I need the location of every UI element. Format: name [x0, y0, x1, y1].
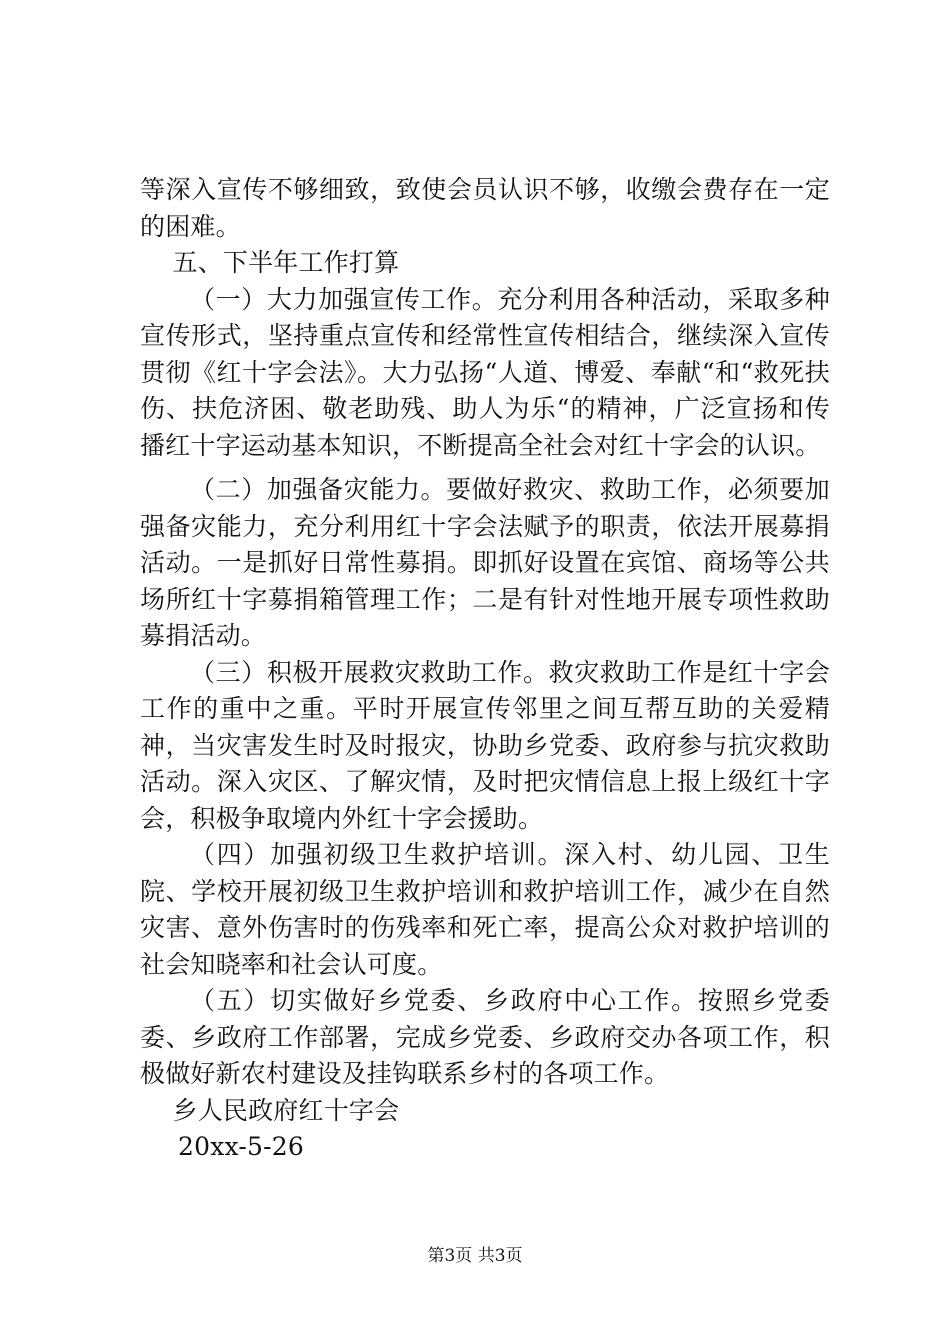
- section-heading: 五、下半年工作打算: [172, 248, 400, 277]
- paragraph-plan-4: （四）加强初级卫生救护培训。深入村、幼儿园、卫生院、学校开展初级卫生救护培训和救护培训工作，减少在自然灾害、意外伤害时的伤残率和死亡率，提高公众对救护培训的社会知晓率和社会认可度。: [140, 840, 830, 979]
- document-body: [140, 172, 830, 1166]
- signature-date: 20xx-5-26: [178, 1132, 304, 1161]
- paragraph-plan-5: （五）切实做好乡党委、乡政府中心工作。按照乡党委委、乡政府工作部署，完成乡党委、乡政府交办各项工作，积极做好新农村建设及挂钩联系乡村的各项工作。: [140, 986, 830, 1088]
- paragraph-continuation: 等深入宣传不够细致，致使会员认识不够，收缴会费存在一定的困难。: [140, 175, 830, 241]
- paragraph-plan-3: （三）积极开展救灾救助工作。救灾救助工作是红十字会工作的重中之重。平时开展宣传邻里之间互帮互助的关爱精神，当灾害发生时及时报灾，协助乡党委、政府参与抗灾救助活动。深入灾区、了解灾情，及时把灾情信息上报上级红十字会，积极争取境内外红十字会援助。: [140, 657, 830, 833]
- paragraph-plan-2: （二）加强备灾能力。要做好救灾、救助工作，必须要加强备灾能力，充分利用红十字会法赋予的职责，依法开展募捐活动。一是抓好日常性募捐。即抓好设置在宾馆、商场等公共场所红十字募捐箱管理工作；二是有针对性地开展专项性救助募捐活动。: [140, 475, 830, 650]
- signature-organization: 乡人民政府红十字会: [172, 1095, 400, 1125]
- paragraph-plan-1: （一）大力加强宣传工作。充分利用各种活动，采取多种宣传形式，坚持重点宣传和经常性宣传相结合，继续深入宣传贯彻《红十字会法》。大力弘扬“人道、博爱、奉献“和“救死扶伤、扶危济困、敬老助残、助人为乐“的精神，广泛宣扬和传播红十字运动基本知识，不断提高全社会对红十字会的认识。: [140, 284, 830, 460]
- page-footer: 第3页 共3页: [427, 1246, 523, 1266]
